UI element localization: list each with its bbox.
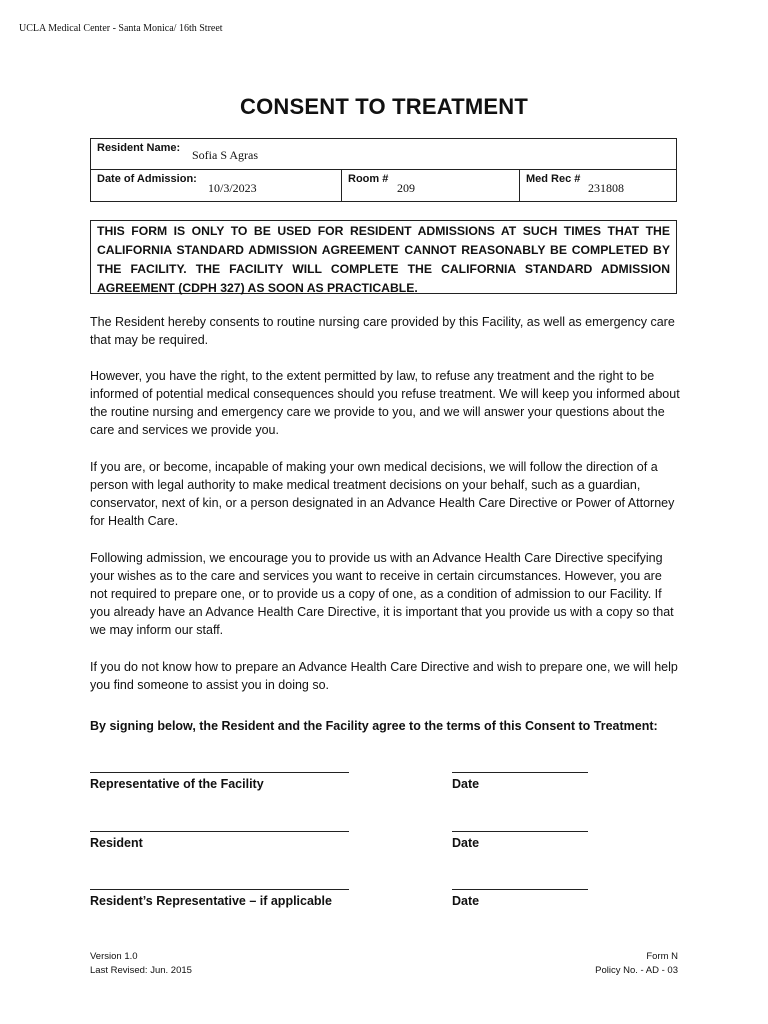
footer-left xyxy=(90,950,192,978)
resident-date-line[interactable] xyxy=(452,831,588,832)
resident-name-label: Resident Name: xyxy=(97,142,181,154)
med-rec-label: Med Rec # xyxy=(526,173,581,185)
footer-last-revised: Last Revised: Jun. 2015 xyxy=(90,965,192,976)
organization-header: UCLA Medical Center - Santa Monica/ 16th Street xyxy=(19,23,223,34)
med-rec-value[interactable]: 231808 xyxy=(588,181,624,195)
facility-signature-label: Representative of the Facility xyxy=(90,777,264,791)
paragraph-consent: The Resident hereby consents to routine nursing care provided by this Facility, as well as emergency care that may be required. xyxy=(90,315,675,347)
footer-version: Version 1.0 xyxy=(90,951,138,962)
paragraph-advance-directive: Following admission, we encourage you to provide us with an Advance Health Care Directive specifying your wishes as to the care and services you want to receive in certain circumstances. However, you are not required to prepare one, or to provide us a copy of one, as a condition of admission to our Facility. If you already have an Advance Health Care Directive, it is important that you provide us with a copy so that we may inform our staff. xyxy=(90,551,674,637)
paragraph-incapacity: If you are, or become, incapable of making your own medical decisions, we will follow the direction of a person with legal authority to make medical treatment decisions on your behalf, such as a guardian, conservator, next of kin, or a person designated in an Advance Health Care Directive or Power of Attorney for Health Care. xyxy=(90,460,675,528)
room-value[interactable]: 209 xyxy=(397,181,415,195)
paragraph-help-preparing: If you do not know how to prepare an Advance Health Care Directive and wish to prepare one, we will help you find someone to assist you in doing so. xyxy=(90,660,678,692)
notice-box: THIS FORM IS ONLY TO BE USED FOR RESIDENT ADMISSIONS AT SUCH TIMES THAT THE CALIFORNIA STANDARD ADMISSION AGREEMENT CANNOT REASONABLY BE COMPLETED BY THE FACILITY. THE FACILITY WILL COMPLETE THE CALIFORNIA STANDARD ADMISSION AGREEMENT (CDPH 327) AS SOON AS PRACTICABLE. xyxy=(90,220,677,294)
resident-info-table xyxy=(90,138,677,202)
room-cell xyxy=(341,170,519,202)
representative-signature-label: Resident’s Representative – if applicable xyxy=(90,894,332,908)
resident-date-label: Date xyxy=(452,836,480,850)
representative-date-line[interactable] xyxy=(452,889,588,890)
facility-date-line[interactable] xyxy=(452,772,588,773)
admission-date-label: Date of Admission: xyxy=(97,173,197,185)
paragraph-right-to-refuse: However, you have the right, to the extent permitted by law, to refuse any treatment and the right to be informed of potential medical consequences should you refuse treatment. We will keep you informed about the routine nursing and emergency care we provide to you, and we will answer your questions about the care and services we provide you. xyxy=(90,369,680,437)
admission-row xyxy=(91,170,676,202)
med-rec-cell xyxy=(519,170,676,202)
admission-date-cell xyxy=(91,170,341,202)
footer-form: Form N xyxy=(646,951,678,962)
footer-right xyxy=(595,950,678,978)
resident-signature-label: Resident xyxy=(90,836,143,850)
facility-date-label: Date xyxy=(452,777,480,791)
facility-signature-line[interactable] xyxy=(90,772,349,773)
page-title: CONSENT TO TREATMENT xyxy=(240,94,528,119)
agreement-statement: By signing below, the Resident and the Facility agree to the terms of this Consent to Treatment: xyxy=(90,719,658,733)
footer-policy: Policy No. - AD - 03 xyxy=(595,965,678,976)
admission-date-value[interactable]: 10/3/2023 xyxy=(208,181,257,195)
room-label: Room # xyxy=(348,173,389,185)
resident-name-row xyxy=(91,139,676,170)
representative-date-label: Date xyxy=(452,894,480,908)
representative-signature-line[interactable] xyxy=(90,889,349,890)
resident-name-value[interactable]: Sofia S Agras xyxy=(192,148,258,162)
resident-signature-line[interactable] xyxy=(90,831,349,832)
